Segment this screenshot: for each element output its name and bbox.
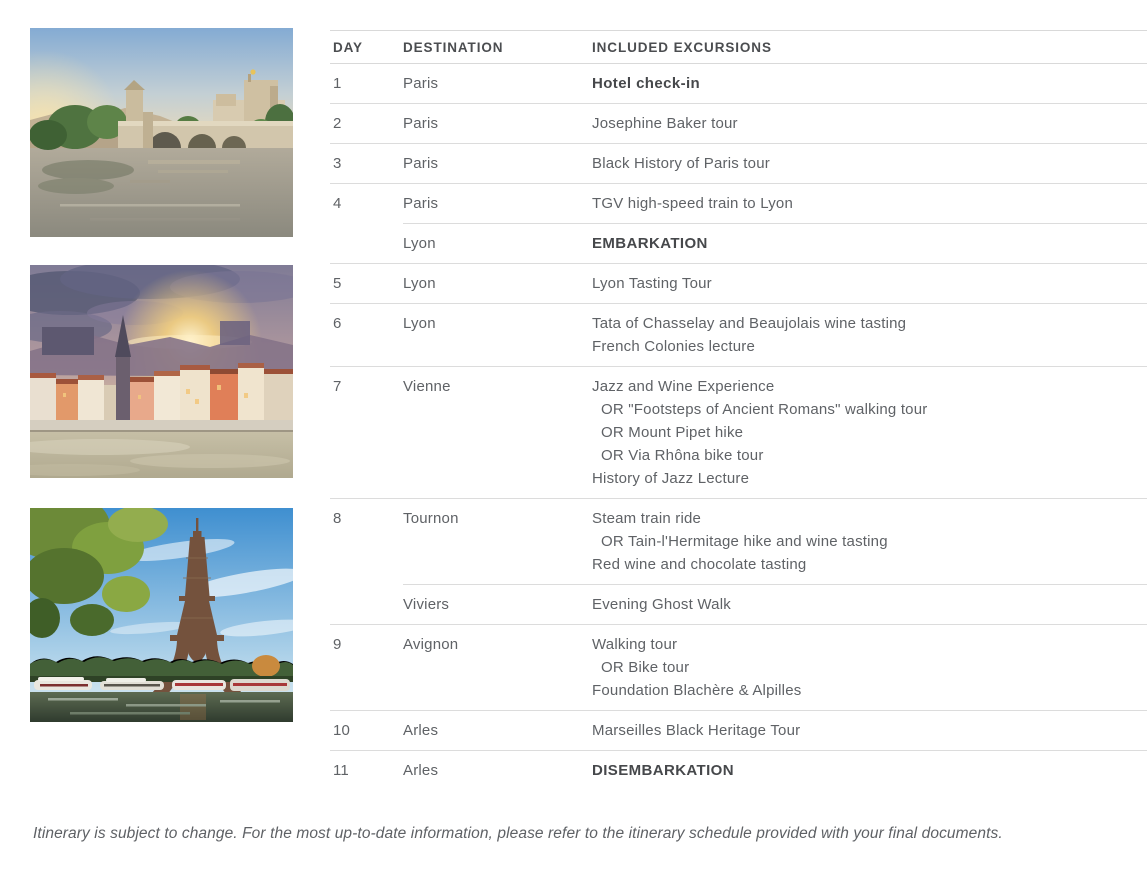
day-cell: 1 [333, 75, 342, 92]
excursion-line: Lyon Tasting Tour [592, 275, 712, 292]
excursions-cell [592, 499, 1147, 585]
table-row [330, 751, 1147, 790]
table-row [330, 367, 1147, 499]
excursion-line: Red wine and chocolate tasting [592, 556, 807, 573]
destination-cell: Lyon [403, 235, 436, 252]
destination-cell: Paris [403, 155, 439, 172]
table-row [330, 499, 1147, 585]
destination-cell: Avignon [403, 636, 459, 653]
table-header-row [330, 30, 1147, 64]
day-cell: 2 [333, 115, 342, 132]
table-row [330, 104, 1147, 144]
excursion-line: Josephine Baker tour [592, 115, 738, 132]
excursion-line: French Colonies lecture [592, 338, 756, 355]
paris-photo-illustration [30, 508, 293, 722]
excursions-cell [592, 585, 1147, 624]
table-row [330, 711, 1147, 751]
excursion-line: Steam train ride [592, 510, 702, 527]
table-row [330, 625, 1147, 711]
excursions-cell [592, 224, 1147, 263]
column-header-excursions: INCLUDED EXCURSIONS [592, 40, 772, 55]
day-cell: 4 [333, 195, 342, 212]
itinerary-table [330, 30, 1147, 790]
excursion-line: OR "Footsteps of Ancient Romans" walking tour [601, 401, 928, 418]
destination-cell: Lyon [403, 275, 436, 292]
destination-cell: Arles [403, 762, 439, 779]
day-cell [330, 585, 403, 624]
day-cell [330, 224, 403, 263]
column-header-destination: DESTINATION [403, 40, 504, 55]
excursions-cell [592, 144, 1147, 183]
excursion-line: Jazz and Wine Experience [592, 378, 775, 395]
excursion-line: Evening Ghost Walk [592, 596, 731, 613]
destination-cell: Paris [403, 75, 439, 92]
destination-cell: Paris [403, 115, 439, 132]
disclaimer-text: Itinerary is subject to change. For the most up-to-date information, please refer to the itinerary schedule provided with your final documents. [33, 825, 1003, 842]
day-cell: 6 [333, 315, 342, 332]
excursion-line: OR Mount Pipet hike [601, 424, 744, 441]
destination-cell: Tournon [403, 499, 592, 585]
excursion-line: TGV high-speed train to Lyon [592, 195, 793, 212]
lyon-photo-illustration [30, 265, 293, 478]
excursions-cell [592, 264, 1147, 303]
excursions-cell [592, 711, 1147, 750]
avignon-bridge-river-photo [30, 28, 293, 237]
excursion-line: Foundation Blachère & Alpilles [592, 682, 802, 699]
avignon-photo-illustration [30, 28, 293, 237]
day-cell: 10 [333, 722, 351, 739]
destination-cell: Lyon [403, 315, 436, 332]
excursion-line: Black History of Paris tour [592, 155, 770, 172]
excursions-cell [592, 184, 1147, 224]
excursion-line: EMBARKATION [592, 235, 708, 252]
excursions-cell [592, 304, 1147, 366]
excursion-line: Walking tour [592, 636, 678, 653]
excursion-line: OR Via Rhôna bike tour [601, 447, 764, 464]
itinerary-rows [330, 64, 1147, 790]
destination-cell: Arles [403, 722, 439, 739]
table-row [330, 144, 1147, 184]
day-cell: 11 [333, 762, 349, 779]
table-row [330, 585, 1147, 625]
excursions-cell [592, 367, 1147, 498]
excursions-cell [592, 104, 1147, 143]
excursions-cell [592, 751, 1147, 790]
lyon-sunset-waterfront-photo [30, 265, 293, 478]
excursion-line: Hotel check-in [592, 75, 701, 92]
excursions-cell [592, 64, 1147, 103]
table-row [330, 304, 1147, 367]
column-header-day: DAY [333, 40, 363, 55]
table-row [330, 184, 1147, 224]
table-row [330, 264, 1147, 304]
excursion-line: Tata of Chasselay and Beaujolais wine tasting [592, 315, 907, 332]
excursion-line: OR Bike tour [601, 659, 690, 676]
excursion-line: Marseilles Black Heritage Tour [592, 722, 801, 739]
destination-cell: Viviers [403, 596, 450, 613]
excursion-line: History of Jazz Lecture [592, 470, 750, 487]
day-cell: 3 [333, 155, 342, 172]
excursion-line: DISEMBARKATION [592, 762, 734, 779]
day-cell: 5 [333, 275, 342, 292]
table-row [330, 224, 1147, 264]
day-cell: 9 [333, 636, 342, 653]
excursion-line: OR Tain-l'Hermitage hike and wine tasting [601, 533, 888, 550]
table-row [330, 64, 1147, 104]
destination-cell: Vienne [403, 378, 451, 395]
day-cell: 7 [333, 378, 342, 395]
excursions-cell [592, 625, 1147, 710]
eiffel-tower-seine-photo [30, 508, 293, 722]
day-cell: 8 [333, 510, 342, 527]
destination-cell: Paris [403, 184, 592, 224]
